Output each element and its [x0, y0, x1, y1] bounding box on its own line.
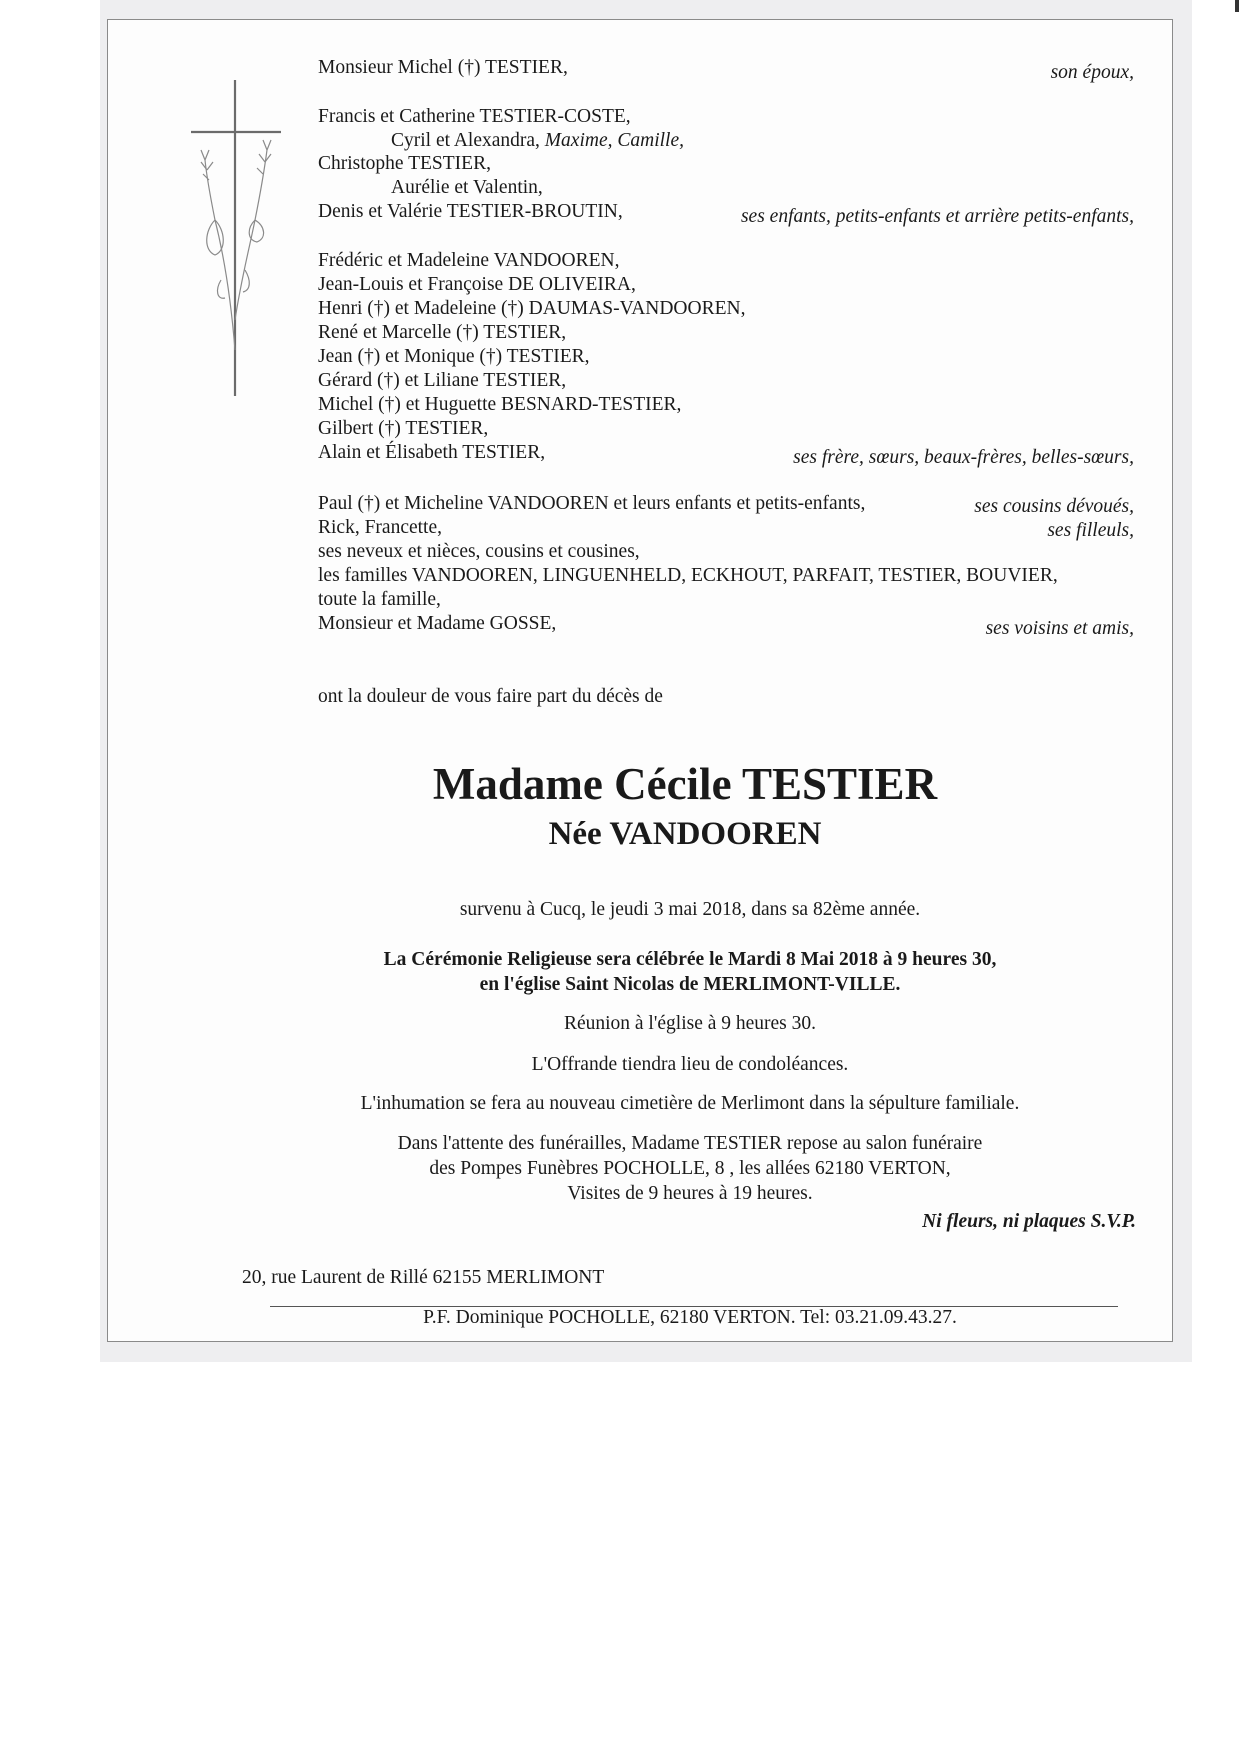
relation-label-children: ses enfants, petits-enfants et arrière petits-enfants,	[740, 206, 1134, 227]
offering-text: L'Offrande tiendra lieu de condoléances.	[531, 1054, 849, 1075]
rest-line-2: des Pompes Funèbres POCHOLLE, 8 , les allées 62180 VERTON,	[429, 1158, 951, 1179]
home-address: 20, rue Laurent de Rillé 62155 MERLIMONT	[242, 1267, 605, 1288]
relation-label-neighbors: ses voisins et amis,	[985, 618, 1134, 639]
family-line-sibling: Jean-Louis et Françoise DE OLIVEIRA,	[318, 274, 636, 295]
relation-label-cousins: ses cousins dévoués,	[974, 496, 1134, 517]
burial-text: L'inhumation se fera au nouveau cimetière de Merlimont dans la sépulture familiale.	[360, 1093, 1020, 1114]
family-line-sibling: Gérard (†) et Liliane TESTIER,	[318, 370, 567, 391]
family-line-all: toute la famille,	[318, 589, 441, 610]
family-line-godchildren: Rick, Francette,	[318, 517, 442, 538]
relation-label-godchildren: ses filleuls,	[1047, 520, 1134, 541]
family-line-child: Denis et Valérie TESTIER-BROUTIN,	[318, 201, 623, 222]
family-line-sibling: Gilbert (†) TESTIER,	[318, 418, 489, 439]
ceremony-line-1: La Cérémonie Religieuse sera célébrée le Mardi 8 Mai 2018 à 9 heures 30,	[383, 949, 997, 970]
family-line-child: Christophe TESTIER,	[318, 153, 491, 174]
relation-label-siblings: ses frère, sœurs, beaux-frères, belles-sœurs,	[793, 447, 1134, 468]
relation-label-husband: son époux,	[1050, 62, 1134, 83]
funeral-home-info: P.F. Dominique POCHOLLE, 62180 VERTON. Tel: 03.21.09.43.27.	[423, 1307, 957, 1328]
cross-with-wheat-icon	[185, 80, 295, 400]
family-line-husband: Monsieur Michel (†) TESTIER,	[318, 57, 568, 78]
death-details: survenu à Cucq, le jeudi 3 mai 2018, dans sa 82ème année.	[459, 899, 921, 920]
announcement-text: ont la douleur de vous faire part du décès de	[318, 686, 663, 707]
family-line-sibling: Frédéric et Madeleine VANDOOREN,	[318, 250, 620, 271]
deceased-name: Madame Cécile TESTIER	[432, 759, 938, 809]
family-line-sibling: Alain et Élisabeth TESTIER,	[318, 442, 546, 463]
family-line-grandchildren: Aurélie et Valentin,	[391, 177, 543, 198]
deceased-maiden-name: Née VANDOOREN	[548, 816, 822, 852]
family-line-grandchildren: Cyril et Alexandra, Maxime, Camille,	[391, 130, 684, 151]
family-line-neighbors: Monsieur et Madame GOSSE,	[318, 613, 557, 634]
family-line-nephews: ses neveux et nièces, cousins et cousines,	[318, 541, 640, 562]
rest-line-1: Dans l'attente des funérailles, Madame TESTIER repose au salon funéraire	[397, 1133, 983, 1154]
visits-text: Visites de 9 heures à 19 heures.	[567, 1183, 813, 1204]
family-line-sibling: René et Marcelle (†) TESTIER,	[318, 322, 567, 343]
family-line-sibling: Michel (†) et Huguette BESNARD-TESTIER,	[318, 394, 682, 415]
no-flowers-note: Ni fleurs, ni plaques S.V.P.	[922, 1211, 1136, 1232]
ceremony-line-2: en l'église Saint Nicolas de MERLIMONT-VILLE.	[479, 974, 901, 995]
family-line-cousins: Paul (†) et Micheline VANDOOREN et leurs enfants et petits-enfants,	[318, 493, 866, 514]
family-line-sibling: Jean (†) et Monique (†) TESTIER,	[318, 346, 590, 367]
family-line-families: les familles VANDOOREN, LINGUENHELD, ECKHOUT, PARFAIT, TESTIER, BOUVIER,	[318, 565, 1058, 586]
family-line-child: Francis et Catherine TESTIER-COSTE,	[318, 106, 631, 127]
scan-edge-mark	[1235, 0, 1239, 12]
family-line-sibling: Henri (†) et Madeleine (†) DAUMAS-VANDOOREN,	[318, 298, 746, 319]
meeting-text: Réunion à l'église à 9 heures 30.	[563, 1013, 817, 1034]
